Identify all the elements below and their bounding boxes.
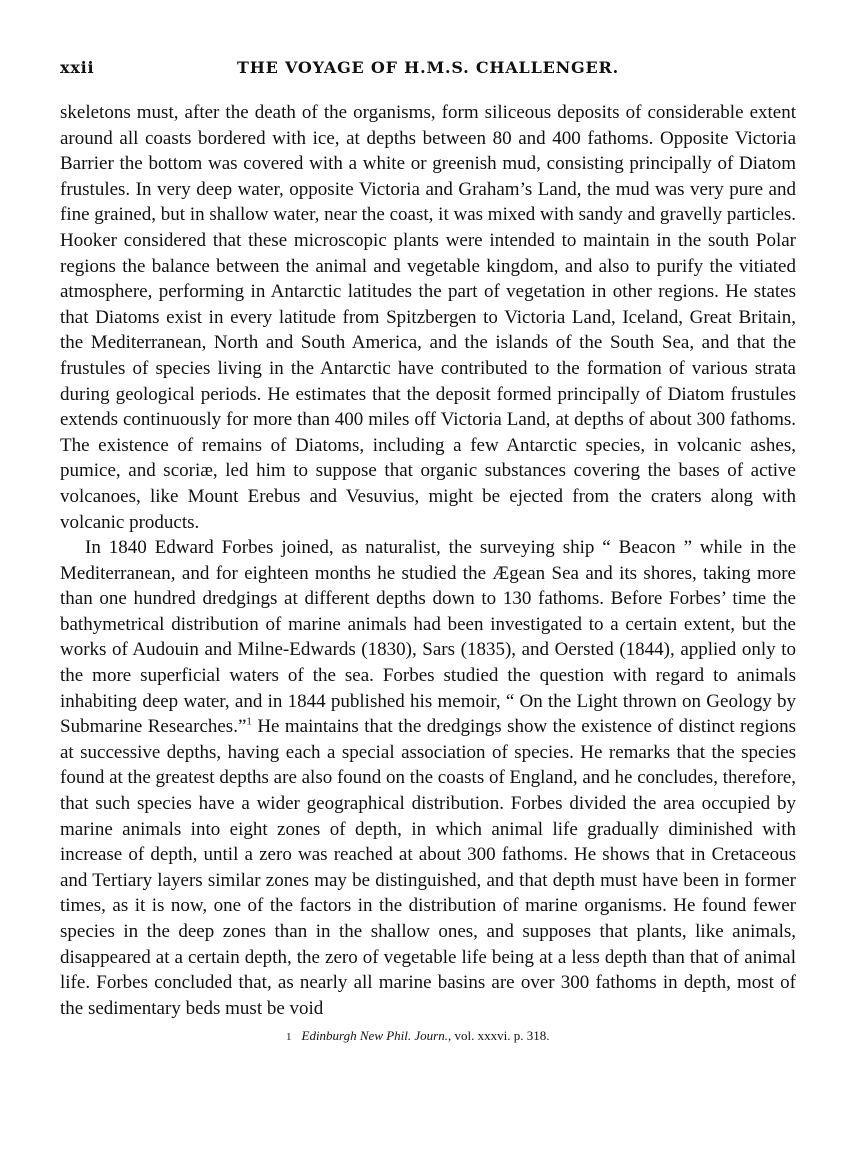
footnote	[60, 1028, 796, 1045]
page-number: xxii	[60, 58, 95, 77]
footnote-source: Edinburgh New Phil. Journ.	[301, 1028, 448, 1044]
body-text	[60, 100, 796, 1021]
paragraph-forbes	[60, 535, 796, 1021]
book-page	[60, 58, 796, 1045]
footnote-citation: , vol. xxxvi. p. 318.	[448, 1028, 550, 1044]
running-title: THE VOYAGE OF H.M.S. CHALLENGER.	[237, 58, 619, 77]
footnote-reference: 1	[246, 715, 252, 728]
paragraph-forbes-after-footnote: He maintains that the dredgings show the existence of distinct regions at successive depths, having each a special association of species. He remarks that the species found at the greatest depths are also found on the coasts of England, and he concludes, therefore, that such species have a wider geographical distribution. Forbes divided the area occupied by marine animals into eight zones of depth, in which animal life gradually diminished with increase of depth, until a zero was reached at about 300 fathoms. He shows that in Cretaceous and Tertiary layers similar zones may be distinguished, and that depth must have been in former times, as it is now, one of the factors in the distribution of marine organisms. He found fewer species in the deep zones than in the shallow ones, and supposes that plants, like animals, disappeared at a certain depth, the zero of vegetable life being at a less depth than that of animal life. Forbes concluded that, as nearly all marine basins are over 300 fathoms in depth, most of the sedimentary beds must be void	[60, 716, 796, 1019]
paragraph-forbes-before-footnote: In 1840 Edward Forbes joined, as naturalist, the surveying ship “ Beacon ” while in the Mediterranean, and for eighteen months he studied the Ægean Sea and its shores, taking more than one hundred dredgings at different depths down to 130 fathoms. Before Forbes’ time the bathymetrical distribution of marine animals had been investigated to a certain extent, but the works of Audouin and Milne-Edwards (1830), Sars (1835), and Oersted (1844), applied only to the more superficial waters of the sea. Forbes studied the question with regard to animals inhabiting deep water, and in 1844 published his memoir, “ On the Light thrown on Geology by Submarine Researches.”	[60, 537, 796, 738]
footnote-mark: 1	[286, 1031, 292, 1044]
paragraph-diatoms: skeletons must, after the death of the organisms, form siliceous deposits of considerable extent around all coasts bordered with ice, at depths between 80 and 400 fathoms. Opposite Victoria Barrier the bottom was covered with a white or greenish mud, consisting principally of Diatom frustules. In very deep water, opposite Victoria and Graham’s Land, the mud was very pure and fine grained, but in shallow water, near the coast, it was mixed with sandy and gravelly particles. Hooker considered that these microscopic plants were intended to maintain in the south Polar regions the balance between the animal and vegetable kingdom, and also to purify the vitiated atmosphere, performing in Antarctic latitudes the part of vegetation in other regions. He states that Diatoms exist in every latitude from Spitzbergen to Victoria Land, Iceland, Great Britain, the Mediterranean, North and South America, and the islands of the South Sea, and that the frustules of species living in the Antarctic have contributed to the formation of various strata during geological periods. He estimates that the deposit formed principally of Diatom frustules extends continuously for more than 400 miles off Victoria Land, at depths of about 300 fathoms. The existence of remains of Diatoms, including a few Antarctic species, in volcanic ashes, pumice, and scoriæ, led him to suppose that organic substances covering the bases of active volcanoes, like Mount Erebus and Vesuvius, might be ejected from the craters along with volcanic products.	[60, 102, 796, 533]
running-header	[60, 58, 796, 86]
